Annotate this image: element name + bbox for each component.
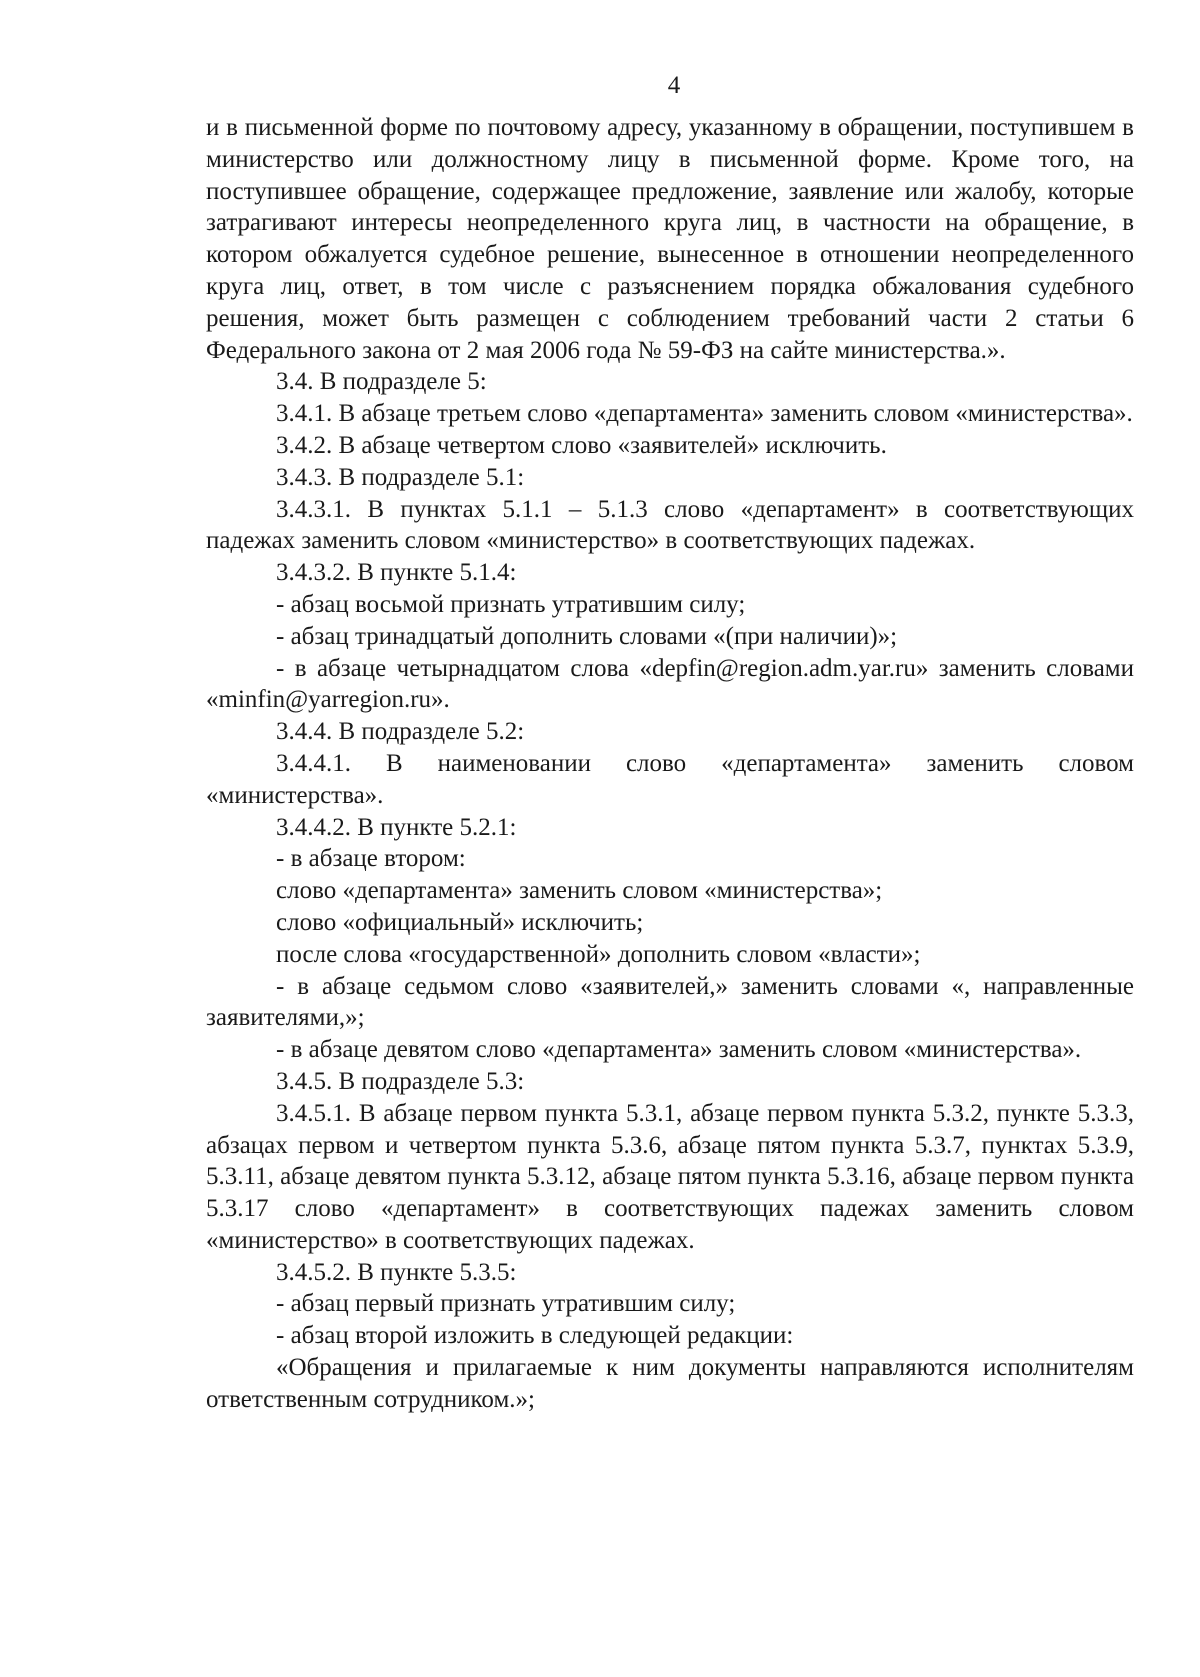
list-item: - в абзаце девятом слово «департамента» заменить словом «министерства». [276, 1036, 1082, 1064]
list-item: - в абзаце втором: [276, 845, 466, 873]
paragraph-3-4-5-1: 3.4.5.1. В абзаце первом пункта 5.3.1, абзаце первом пункта 5.3.2, пункте 5.3.3, абзацах первом и четвертом пункта 5.3.6, абзаце пятом пункта 5.3.7, пунктах 5.3.9, 5.3.11, абзаце девятом пункта 5.3.12, абзаце пятом пункта 5.3.16, абзаце первом пункта 5.3.17 слово «департамент» в соответствующих падежах заменить словом «министерство» в соответствующих падежах. [206, 1099, 1134, 1254]
paragraph-3-4-5-2: 3.4.5.2. В пункте 5.3.5: [276, 1258, 517, 1286]
paragraph-3-4-4: 3.4.4. В подразделе 5.2: [276, 718, 525, 746]
quoted-text: «Обращения и прилагаемые к ним документы направляются исполнителям ответственным сотрудником.»; [206, 1354, 1134, 1413]
paragraph-3-4-2: 3.4.2. В абзаце четвертом слово «заявителей» исключить. [276, 431, 887, 459]
paragraph-continuation: и в письменной форме по почтовому адресу, указанному в обращении, поступившем в министерство или должностному лицу в письменной форме. Кроме того, на поступившее обращение, содержащее предложение, заявление или жалобу, которые затрагивают интересы неопределенного круга лиц, в частности на обращение, в котором обжалуется судебное решение, вынесенное в отношении неопределенного круга лиц, ответ, в том числе с разъяснением порядка обжалования судебного решения, может быть размещен с соблюдением требований части 2 статьи 6 Федерального закона от 2 мая 2006 года № 59-ФЗ на сайте министерства.». [206, 114, 1134, 364]
paragraph-3-4-3-2: 3.4.3.2. В пункте 5.1.4: [276, 559, 517, 587]
paragraph-3-4: 3.4. В подразделе 5: [276, 368, 487, 396]
paragraph-3-4-4-1: 3.4.4.1. В наименовании слово «департамента» заменить словом «министерства». [206, 749, 1134, 809]
document-body [206, 112, 1134, 1416]
paragraph-3-4-1: 3.4.1. В абзаце третьем слово «департамента» заменить словом «министерства». [276, 400, 1133, 428]
list-item: после слова «государственной» дополнить словом «власти»; [276, 940, 921, 968]
list-item: слово «департамента» заменить словом «министерства»; [276, 877, 883, 905]
page-number: 4 [667, 72, 681, 99]
list-item: - абзац тринадцатый дополнить словами «(при наличии)»; [276, 622, 898, 650]
list-item: - абзац восьмой признать утратившим силу; [276, 590, 746, 618]
list-item: - абзац первый признать утратившим силу; [276, 1290, 736, 1318]
paragraph-3-4-3-1: 3.4.3.1. В пунктах 5.1.1 – 5.1.3 слово «департамент» в соответствующих падежах заменить словом «министерство» в соответствующих падежах. [206, 495, 1134, 555]
paragraph-3-4-4-2: 3.4.4.2. В пункте 5.2.1: [276, 813, 517, 841]
list-item: слово «официальный» исключить; [276, 908, 644, 936]
paragraph-3-4-3: 3.4.3. В подразделе 5.1: [276, 463, 525, 491]
paragraph-3-4-5: 3.4.5. В подразделе 5.3: [276, 1067, 525, 1095]
list-item: - в абзаце седьмом слово «заявителей,» заменить словами «, направленные заявителями,»; [206, 972, 1134, 1032]
list-item: - абзац второй изложить в следующей редакции: [276, 1322, 794, 1350]
list-item: - в абзаце четырнадцатом слова «depfin@region.adm.yar.ru» заменить словами «minfin@yarregion.ru». [206, 654, 1134, 714]
